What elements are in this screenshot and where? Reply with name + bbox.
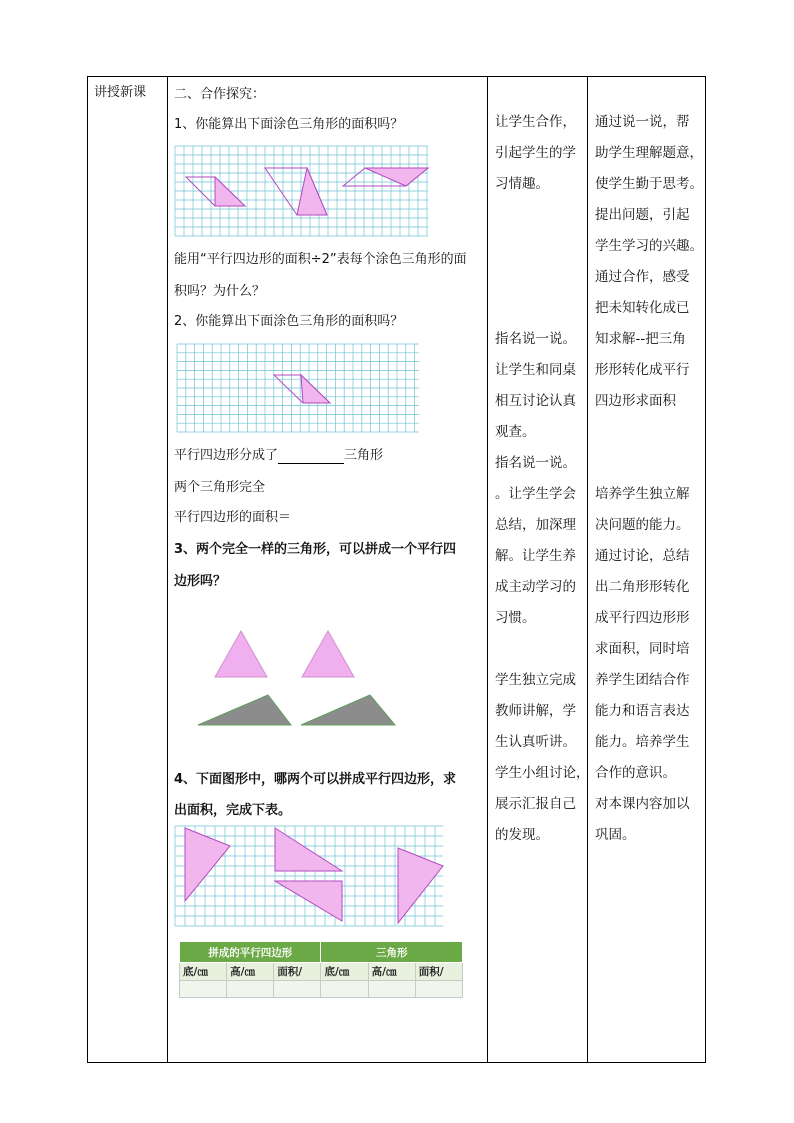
student-activity-line: 教师讲解，学 xyxy=(495,703,576,719)
student-activity-line xyxy=(495,293,590,324)
table-empty-cell[interactable] xyxy=(274,981,321,998)
table-group-triangle: 三角形 xyxy=(321,942,463,963)
design-intent-line: 巩固。 xyxy=(595,827,636,843)
design-intent-line: 能力。培养学生 xyxy=(595,734,690,750)
q2-title: 2、你能算出下面涂色三角形的面积吗？ xyxy=(174,314,404,329)
student-activity-line: 展示汇报自己 xyxy=(495,796,576,812)
q2-fill1-suffix: 三角形 xyxy=(344,448,384,463)
design-intent-line: 形形转化成平行 xyxy=(595,362,690,378)
design-intent-line: 知求解--把三角 xyxy=(595,331,686,347)
table-header-cell: 面积/ xyxy=(415,963,462,981)
row-label: 讲授新课 xyxy=(94,85,147,100)
design-intent-line: 把未知转化成已 xyxy=(595,300,690,316)
column-divider-1 xyxy=(167,76,168,1063)
table-header-cell: 高/㎝ xyxy=(227,963,274,981)
table-group-parallelogram: 拼成的平行四边形 xyxy=(180,942,321,963)
design-intent-line: 通过说一说，帮 xyxy=(595,114,690,130)
student-activity-line: 相互讨论认真 xyxy=(495,393,576,409)
student-activity-line: 指名说一说。 xyxy=(495,455,576,471)
student-activity-line xyxy=(495,262,590,293)
design-intent-line: 四边形求面积 xyxy=(595,393,676,409)
q2-fill-line3: 平行四边形的面积＝ xyxy=(174,510,292,525)
gray-triangle-right xyxy=(301,695,395,725)
design-intent-line xyxy=(595,417,703,448)
design-intent-line: 成平行四边形形 xyxy=(595,610,690,626)
design-intent-line: 培养学生独立解 xyxy=(595,486,690,502)
table-empty-cell[interactable] xyxy=(180,981,227,998)
q3-line1: 3、两个完全一样的三角形，可以拼成一个平行四 xyxy=(174,542,457,557)
table-header-cell: 底/㎝ xyxy=(321,963,368,981)
design-intent-line: 能力和语言表达 xyxy=(595,703,690,719)
design-intent-line: 学生学习的兴趣。 xyxy=(595,238,703,254)
grid-figure-3 xyxy=(175,826,443,926)
student-activity-line xyxy=(495,634,590,665)
student-activity-line: 成主动学习的 xyxy=(495,579,576,595)
result-table xyxy=(179,941,463,998)
student-activity-line: 学生独立完成 xyxy=(495,672,576,688)
shaded-triangle xyxy=(275,828,342,871)
design-intent-line: 求面积，同时培 xyxy=(595,641,690,657)
design-intent-line: 通过讨论，总结 xyxy=(595,548,690,564)
table-empty-cell[interactable] xyxy=(227,981,274,998)
triangles-figure xyxy=(190,628,410,728)
q3-line2: 边形吗？ xyxy=(174,574,227,589)
table-header-cell: 高/㎝ xyxy=(368,963,415,981)
grid-figure-2 xyxy=(177,344,419,432)
pink-triangle-right xyxy=(302,631,354,677)
student-activity-line: 让学生和同桌 xyxy=(495,362,576,378)
student-activity-line: 。让学生学会 xyxy=(495,486,576,502)
section-title: 二、合作探究： xyxy=(174,87,266,102)
student-activity-line: 引起学生的学 xyxy=(495,145,576,161)
design-intent-line: 决问题的能力。 xyxy=(595,517,690,533)
design-intent-line: 出二角形形转化 xyxy=(595,579,690,595)
student-activity-line: 学生小组讨论， xyxy=(495,765,590,781)
student-activity-line: 让学生合作， xyxy=(495,114,576,130)
design-intent-line xyxy=(595,448,703,479)
design-intent-line: 养学生团结合作 xyxy=(595,672,690,688)
student-activity-line: 总结，加深理 xyxy=(495,517,576,533)
student-activity-line xyxy=(495,200,590,231)
q4-line2: 出面积，完成下表。 xyxy=(174,803,292,818)
student-activity-line: 生认真听讲。 xyxy=(495,734,576,750)
pink-triangle-left xyxy=(215,631,267,677)
table-empty-cell[interactable] xyxy=(415,981,462,998)
table-empty-cell[interactable] xyxy=(321,981,368,998)
q4-line1: 4、下面图形中，哪两个可以拼成平行四边形，求 xyxy=(174,772,457,787)
student-activity-line: 指名说一说。 xyxy=(495,331,576,347)
q2-fill1-prefix: 平行四边形分成了 xyxy=(174,448,279,463)
q1-title: 1、你能算出下面涂色三角形的面积吗？ xyxy=(174,117,404,132)
design-intent-line: 通过合作，感受 xyxy=(595,269,690,285)
student-activity-line: 的发现。 xyxy=(495,827,549,843)
shaded-triangle xyxy=(185,828,230,901)
table-empty-cell[interactable] xyxy=(368,981,415,998)
shaded-triangle xyxy=(215,177,245,206)
q2-fill-line1 xyxy=(174,448,383,464)
table-header-cell: 底/㎝ xyxy=(180,963,227,981)
answer-blank[interactable] xyxy=(278,451,344,464)
grid-figure-1 xyxy=(175,146,428,236)
q1-question-line2: 积吗？为什么？ xyxy=(174,284,266,299)
shaded-triangle xyxy=(297,168,327,215)
student-activity-line: 解。让学生养 xyxy=(495,548,576,564)
q2-fill-line2: 两个三角形完全 xyxy=(174,480,266,495)
gray-triangle-left xyxy=(198,695,291,725)
student-activity-line: 习情趣。 xyxy=(495,176,549,192)
student-activity-line xyxy=(495,231,590,262)
shaded-triangle xyxy=(398,848,443,923)
table-header-cell: 面积/ xyxy=(274,963,321,981)
shaded-triangle xyxy=(365,168,428,186)
design-intent-line: 使学生勤于思考。 xyxy=(595,176,703,192)
student-activity-column xyxy=(495,107,590,851)
design-intent-line: 助学生理解题意， xyxy=(595,145,703,161)
design-intent-column xyxy=(595,107,703,851)
design-intent-line: 合作的意识。 xyxy=(595,765,676,781)
design-intent-line: 提出问题，引起 xyxy=(595,207,690,223)
q1-question-line1: 能用“平行四边形的面积÷2”表每个涂色三角形的面 xyxy=(174,252,467,267)
column-divider-2 xyxy=(487,76,488,1063)
student-activity-line: 习惯。 xyxy=(495,610,536,626)
design-intent-line: 对本课内容加以 xyxy=(595,796,690,812)
student-activity-line: 观查。 xyxy=(495,424,536,440)
